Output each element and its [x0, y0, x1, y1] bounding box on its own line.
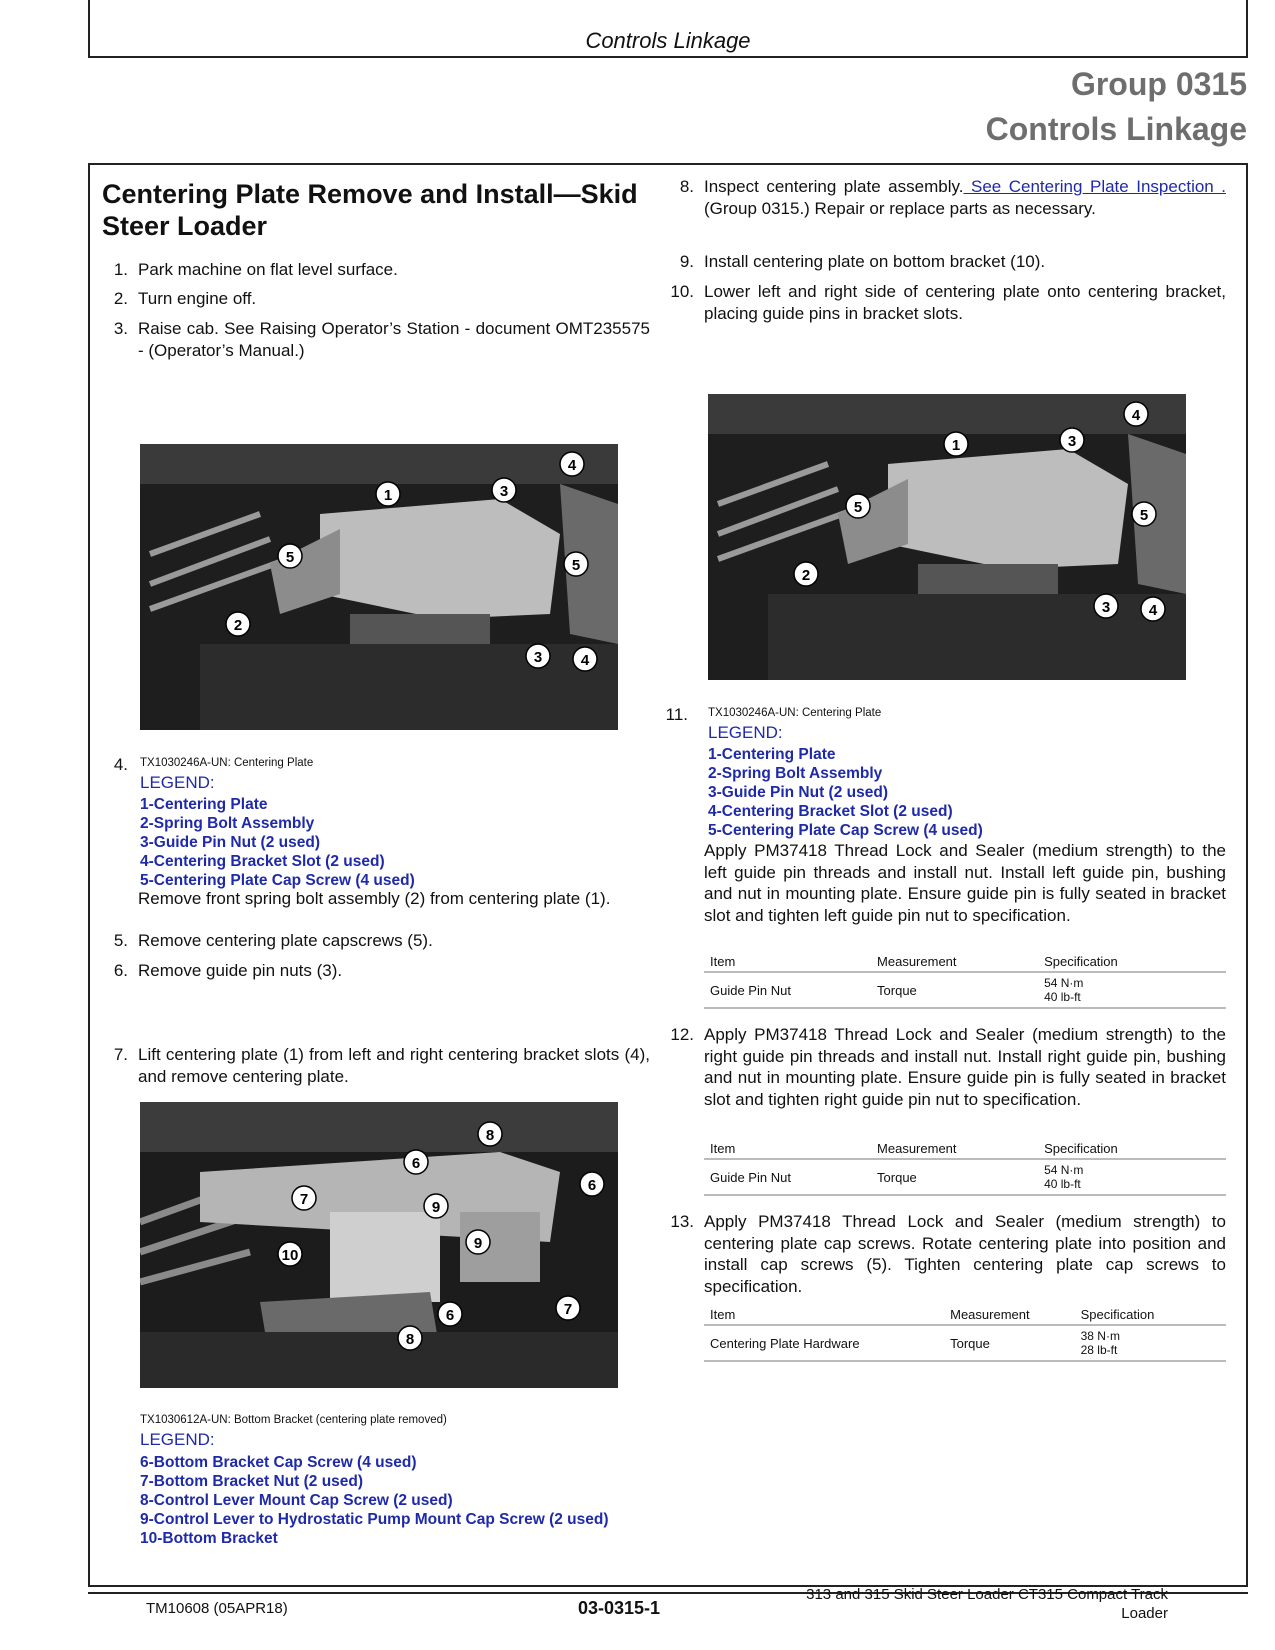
- legend-item: 4-Centering Bracket Slot (2 used): [140, 853, 385, 870]
- step-number: 8.: [679, 177, 694, 196]
- callout-2: 2: [233, 617, 243, 634]
- item-cell: Centering Plate Hardware: [704, 1325, 944, 1361]
- legend-item: 9-Control Lever to Hydrostatic Pump Mount Cap Screw (2 used): [140, 1511, 609, 1528]
- step-text: Lower left and right side of centering plate onto centering bracket, placing guide pins in bracket slots.: [704, 282, 1226, 323]
- legend-item: 10-Bottom Bracket: [140, 1530, 278, 1547]
- callout-5: 5: [285, 549, 295, 566]
- callout-5b: 5: [1139, 507, 1149, 524]
- legend-item: 2-Spring Bolt Assembly: [140, 815, 315, 832]
- figure-1-caption: TX1030246A-UN: Centering Plate: [140, 757, 314, 769]
- callout-7: 7: [299, 1191, 309, 1208]
- step-11-text: Apply PM37418 Thread Lock and Sealer (medium strength) to the left guide pin threads and install nut. Install left guide pin, bushing and nut in mounting plate. Ensure guide pin is fully seated in bracket slot and tighten left guide pin nut to specification.: [704, 841, 1226, 925]
- step-13: [664, 1211, 1226, 1299]
- group-number: Group 0315: [1070, 66, 1247, 102]
- step-number: 9.: [679, 252, 694, 271]
- step-10: [664, 281, 1226, 325]
- legend-item: 1-Centering Plate: [708, 746, 836, 763]
- step-text: Remove centering plate capscrews (5).: [138, 931, 433, 950]
- step-11-number: [658, 704, 702, 726]
- legend-item: 8-Control Lever Mount Cap Screw (2 used): [140, 1492, 453, 1509]
- step-text: Remove guide pin nuts (3).: [138, 961, 343, 980]
- callout-6: 6: [411, 1155, 421, 1172]
- step-number: 10.: [670, 282, 694, 301]
- col-item: Item: [704, 1305, 944, 1325]
- step-number: 13.: [670, 1212, 694, 1231]
- step-text: Apply PM37418 Thread Lock and Sealer (medium strength) to the right guide pin threads and install nut. Install right guide pin, bushing and nut in mounting plate. Ensure guide pin is fully seated in bracket slot and tighten right guide pin nut to specification.: [704, 1025, 1226, 1109]
- centering-plate-photo: [140, 444, 618, 730]
- step-number: 7.: [113, 1045, 128, 1064]
- step-8-pre: Inspect centering plate assembly.: [704, 177, 964, 196]
- callout-3b: 3: [533, 649, 543, 666]
- col-item: Item: [704, 952, 871, 972]
- figure-1-legend: [140, 795, 660, 890]
- step-7: [98, 1044, 650, 1088]
- legend-item: 4-Centering Bracket Slot (2 used): [708, 803, 953, 820]
- footer-product-line-2: Loader: [1121, 1605, 1168, 1622]
- step-9: [664, 251, 1226, 273]
- measurement-cell: Torque: [944, 1325, 1075, 1361]
- callout-8b: 8: [405, 1331, 415, 1348]
- step-number: 3.: [113, 319, 128, 338]
- callout-2: 2: [801, 567, 811, 584]
- spec-cell: [1075, 1325, 1226, 1361]
- callout-9: 9: [431, 1199, 441, 1216]
- spec-table-2: [704, 1139, 1226, 1196]
- figure-2-caption: TX1030612A-UN: Bottom Bracket (centering plate removed): [140, 1414, 447, 1426]
- step-12: [664, 1024, 1226, 1134]
- step-number: 1.: [113, 260, 128, 279]
- footer-product-line-1: 313 and 315 Skid Steer Loader CT315 Compact Track: [806, 1586, 1168, 1603]
- spec-imperial: 40 lb-ft: [1044, 1177, 1081, 1191]
- step-text: Apply PM37418 Thread Lock and Sealer (medium strength) to centering plate cap screws. Rotate centering plate into position and install cap screws (5). Tighten centering plate cap screws to specification.: [704, 1212, 1226, 1296]
- spec-imperial: 40 lb-ft: [1044, 990, 1081, 1004]
- callout-9b: 9: [473, 1235, 483, 1252]
- col-measurement: Measurement: [871, 1139, 1038, 1159]
- step-number: 5.: [113, 931, 128, 950]
- legend-item: 1-Centering Plate: [140, 796, 268, 813]
- bottom-bracket-photo: [140, 1102, 618, 1388]
- col-specification: Specification: [1038, 1139, 1226, 1159]
- spec-imperial: 28 lb-ft: [1080, 1343, 1118, 1357]
- centering-plate-inspection-link[interactable]: See Centering Plate Inspection .: [963, 177, 1226, 196]
- step-8-post: (Group 0315.) Repair or replace parts as necessary.: [704, 198, 1096, 218]
- legend-item: 5-Centering Plate Cap Screw (4 used): [708, 822, 983, 839]
- group-title: Controls Linkage: [985, 111, 1247, 147]
- callout-4b: 4: [1148, 602, 1158, 619]
- step-text: [704, 176, 1226, 219]
- measurement-cell: Torque: [871, 972, 1038, 1008]
- step-number: 6.: [113, 961, 128, 980]
- col-specification: Specification: [1038, 952, 1226, 972]
- callout-10: 10: [281, 1247, 299, 1264]
- legend-item: 7-Bottom Bracket Nut (2 used): [140, 1473, 364, 1490]
- item-cell: Guide Pin Nut: [704, 1159, 871, 1195]
- col-specification: Specification: [1075, 1305, 1226, 1325]
- figure-2-legend-title: LEGEND:: [140, 1430, 215, 1449]
- step-5: [98, 930, 650, 952]
- legend-item: 3-Guide Pin Nut (2 used): [708, 784, 888, 801]
- spec-metric: 38 N·m: [1080, 1329, 1120, 1343]
- running-title: Controls Linkage: [585, 28, 751, 53]
- step-number: 4.: [113, 755, 128, 774]
- step-4-text: Remove front spring bolt assembly (2) from centering plate (1).: [138, 889, 611, 908]
- callout-5: 5: [853, 499, 863, 516]
- callout-3: 3: [1067, 433, 1077, 450]
- step-4-number: [98, 754, 138, 776]
- centering-plate-photo-2: [708, 394, 1186, 680]
- spec-cell: [1038, 1159, 1226, 1195]
- measurement-cell: Torque: [871, 1159, 1038, 1195]
- footer-product: [740, 1585, 1168, 1623]
- step-text: Park machine on flat level surface.: [138, 260, 398, 279]
- callout-8: 8: [485, 1127, 495, 1144]
- step-number: 11.: [665, 705, 688, 724]
- step-1: [98, 259, 650, 281]
- col-measurement: Measurement: [871, 952, 1038, 972]
- step-text: Install centering plate on bottom bracket (10).: [704, 252, 1046, 271]
- callout-6b: 6: [587, 1177, 597, 1194]
- table-row: [704, 1159, 1226, 1195]
- step-number: 12.: [670, 1025, 694, 1044]
- callout-4: 4: [567, 457, 577, 474]
- callout-1: 1: [951, 437, 961, 454]
- figure-3-caption: TX1030246A-UN: Centering Plate: [708, 707, 882, 719]
- spec-table-3: [704, 1305, 1226, 1362]
- legend-item: 2-Spring Bolt Assembly: [708, 765, 883, 782]
- footer-doc-id: TM10608 (05APR18): [146, 1600, 288, 1617]
- legend-item: 6-Bottom Bracket Cap Screw (4 used): [140, 1454, 417, 1471]
- footer-page-number: 03-0315-1: [578, 1598, 661, 1618]
- step-text: Raise cab. See Raising Operator’s Station - document OMT235575 - (Operator’s Manual.): [138, 319, 650, 360]
- spec-cell: [1038, 972, 1226, 1008]
- step-6: [98, 960, 650, 982]
- item-cell: Guide Pin Nut: [704, 972, 871, 1008]
- callout-4b: 4: [580, 652, 590, 669]
- step-text: Turn engine off.: [138, 289, 257, 308]
- callout-1: 1: [383, 487, 393, 504]
- figure-1-legend-title: LEGEND:: [140, 773, 215, 792]
- step-2: [98, 288, 650, 310]
- spec-metric: 54 N·m: [1044, 976, 1084, 990]
- legend-item: 5-Centering Plate Cap Screw (4 used): [140, 872, 415, 889]
- figure-3-legend: [708, 745, 1228, 840]
- figure-2-legend: [140, 1453, 700, 1548]
- step-3: [98, 318, 650, 362]
- step-8: [664, 176, 1226, 242]
- table-row: [704, 1325, 1226, 1361]
- spec-metric: 54 N·m: [1044, 1163, 1084, 1177]
- legend-item: 3-Guide Pin Nut (2 used): [140, 834, 320, 851]
- callout-3b: 3: [1101, 599, 1111, 616]
- step-number: 2.: [113, 289, 128, 308]
- table-row: [704, 972, 1226, 1008]
- figure-3-legend-title: LEGEND:: [708, 723, 783, 742]
- section-title: Centering Plate Remove and Install—Skid Steer Loader: [102, 179, 638, 241]
- spec-table-1: [704, 952, 1226, 1009]
- callout-4: 4: [1131, 407, 1141, 424]
- step-text: Lift centering plate (1) from left and right centering bracket slots (4), and remove centering plate.: [138, 1045, 650, 1086]
- callout-7b: 7: [563, 1301, 573, 1318]
- col-measurement: Measurement: [944, 1305, 1075, 1325]
- callout-3: 3: [499, 483, 509, 500]
- callout-6c: 6: [445, 1307, 455, 1324]
- callout-5b: 5: [571, 557, 581, 574]
- col-item: Item: [704, 1139, 871, 1159]
